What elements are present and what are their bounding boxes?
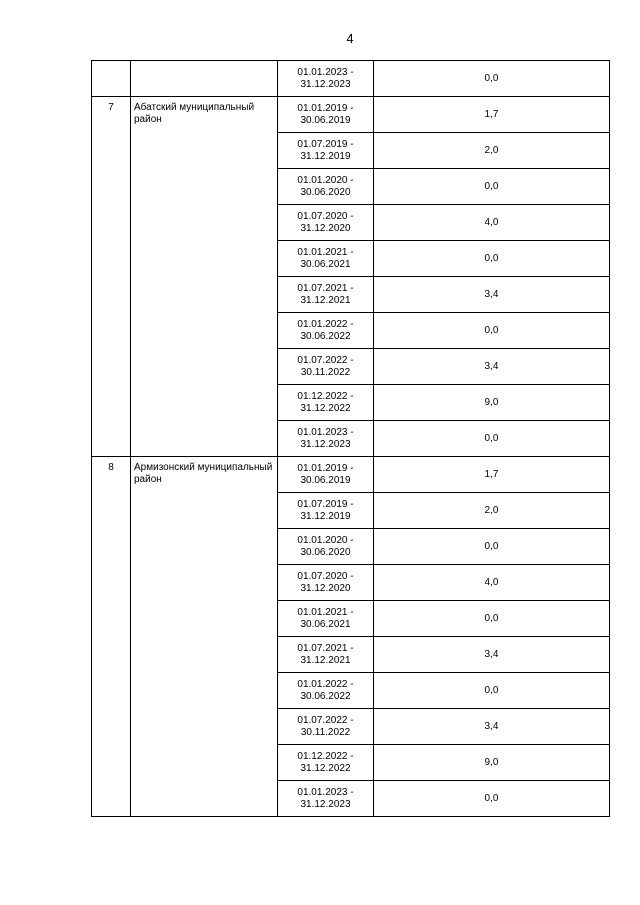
period-cell (278, 61, 374, 97)
period-start: 01.07.2020 - (297, 210, 354, 222)
rate-value-cell: 0,0 (374, 781, 610, 817)
row-number-cell (92, 61, 131, 97)
table-row (92, 97, 610, 133)
period-cell (278, 313, 374, 349)
period-end: 30.06.2019 (300, 114, 351, 126)
period-start: 01.07.2020 - (297, 570, 354, 582)
period-end: 30.06.2019 (300, 474, 351, 486)
period-end: 31.12.2021 (300, 294, 351, 306)
period-start: 01.01.2022 - (297, 678, 354, 690)
rate-value-cell: 2,0 (374, 133, 610, 169)
period-end: 31.12.2023 (300, 78, 351, 90)
period-cell (278, 349, 374, 385)
period-end: 31.12.2019 (300, 510, 351, 522)
period-start: 01.01.2023 - (297, 66, 354, 78)
rate-value-cell: 1,7 (374, 97, 610, 133)
period-cell (278, 637, 374, 673)
page-number: 4 (346, 31, 354, 46)
rate-value-cell: 0,0 (374, 673, 610, 709)
rate-value-cell: 0,0 (374, 169, 610, 205)
period-cell (278, 601, 374, 637)
period-cell (278, 529, 374, 565)
period-cell (278, 169, 374, 205)
period-start: 01.07.2022 - (297, 354, 354, 366)
period-cell (278, 673, 374, 709)
period-end: 30.06.2021 (300, 258, 351, 270)
rate-value-cell: 0,0 (374, 313, 610, 349)
rate-value-cell: 9,0 (374, 745, 610, 781)
period-cell (278, 493, 374, 529)
period-cell (278, 421, 374, 457)
period-end: 30.06.2022 (300, 690, 351, 702)
period-end: 31.12.2020 (300, 582, 351, 594)
table-row (92, 457, 610, 493)
rate-value-cell: 3,4 (374, 637, 610, 673)
rate-value-cell: 9,0 (374, 385, 610, 421)
period-start: 01.07.2019 - (297, 138, 354, 150)
period-end: 31.12.2023 (300, 438, 351, 450)
period-cell (278, 457, 374, 493)
period-start: 01.12.2022 - (297, 750, 354, 762)
period-start: 01.01.2022 - (297, 318, 354, 330)
row-number-cell: 7 (92, 97, 131, 457)
period-end: 31.12.2022 (300, 402, 351, 414)
period-start: 01.01.2023 - (297, 786, 354, 798)
period-cell (278, 565, 374, 601)
period-cell (278, 745, 374, 781)
period-start: 01.12.2022 - (297, 390, 354, 402)
period-cell (278, 133, 374, 169)
rate-value-cell: 2,0 (374, 493, 610, 529)
period-start: 01.01.2019 - (297, 462, 354, 474)
rate-value-cell: 3,4 (374, 349, 610, 385)
rate-value-cell: 3,4 (374, 709, 610, 745)
period-end: 31.12.2020 (300, 222, 351, 234)
table-body (92, 61, 610, 817)
period-start: 01.07.2022 - (297, 714, 354, 726)
period-cell (278, 277, 374, 313)
municipality-name-cell (131, 61, 278, 97)
period-start: 01.07.2021 - (297, 282, 354, 294)
period-end: 30.06.2020 (300, 186, 351, 198)
period-cell (278, 385, 374, 421)
rate-value-cell: 1,7 (374, 457, 610, 493)
rate-value-cell: 4,0 (374, 565, 610, 601)
period-start: 01.01.2020 - (297, 174, 354, 186)
rate-value-cell: 3,4 (374, 277, 610, 313)
period-cell (278, 205, 374, 241)
period-end: 30.06.2022 (300, 330, 351, 342)
period-cell (278, 97, 374, 133)
period-end: 31.12.2021 (300, 654, 351, 666)
table-row (92, 61, 610, 97)
period-end: 31.12.2022 (300, 762, 351, 774)
period-start: 01.01.2019 - (297, 102, 354, 114)
rate-value-cell: 4,0 (374, 205, 610, 241)
rate-value-cell: 0,0 (374, 241, 610, 277)
period-end: 30.06.2020 (300, 546, 351, 558)
rate-value-cell: 0,0 (374, 601, 610, 637)
municipality-name-cell: Армизонский муниципальный район (131, 457, 278, 817)
rates-table (91, 60, 610, 817)
period-start: 01.01.2020 - (297, 534, 354, 546)
period-end: 30.06.2021 (300, 618, 351, 630)
period-end: 31.12.2023 (300, 798, 351, 810)
rate-value-cell: 0,0 (374, 61, 610, 97)
municipality-name-cell: Абатский муниципальный район (131, 97, 278, 457)
period-start: 01.01.2023 - (297, 426, 354, 438)
period-start: 01.07.2019 - (297, 498, 354, 510)
period-cell (278, 709, 374, 745)
rate-value-cell: 0,0 (374, 529, 610, 565)
period-start: 01.07.2021 - (297, 642, 354, 654)
period-end: 31.12.2019 (300, 150, 351, 162)
period-start: 01.01.2021 - (297, 606, 354, 618)
row-number-cell: 8 (92, 457, 131, 817)
period-cell (278, 241, 374, 277)
period-end: 30.11.2022 (300, 366, 351, 378)
rate-value-cell: 0,0 (374, 421, 610, 457)
period-start: 01.01.2021 - (297, 246, 354, 258)
period-end: 30.11.2022 (300, 726, 351, 738)
period-cell (278, 781, 374, 817)
